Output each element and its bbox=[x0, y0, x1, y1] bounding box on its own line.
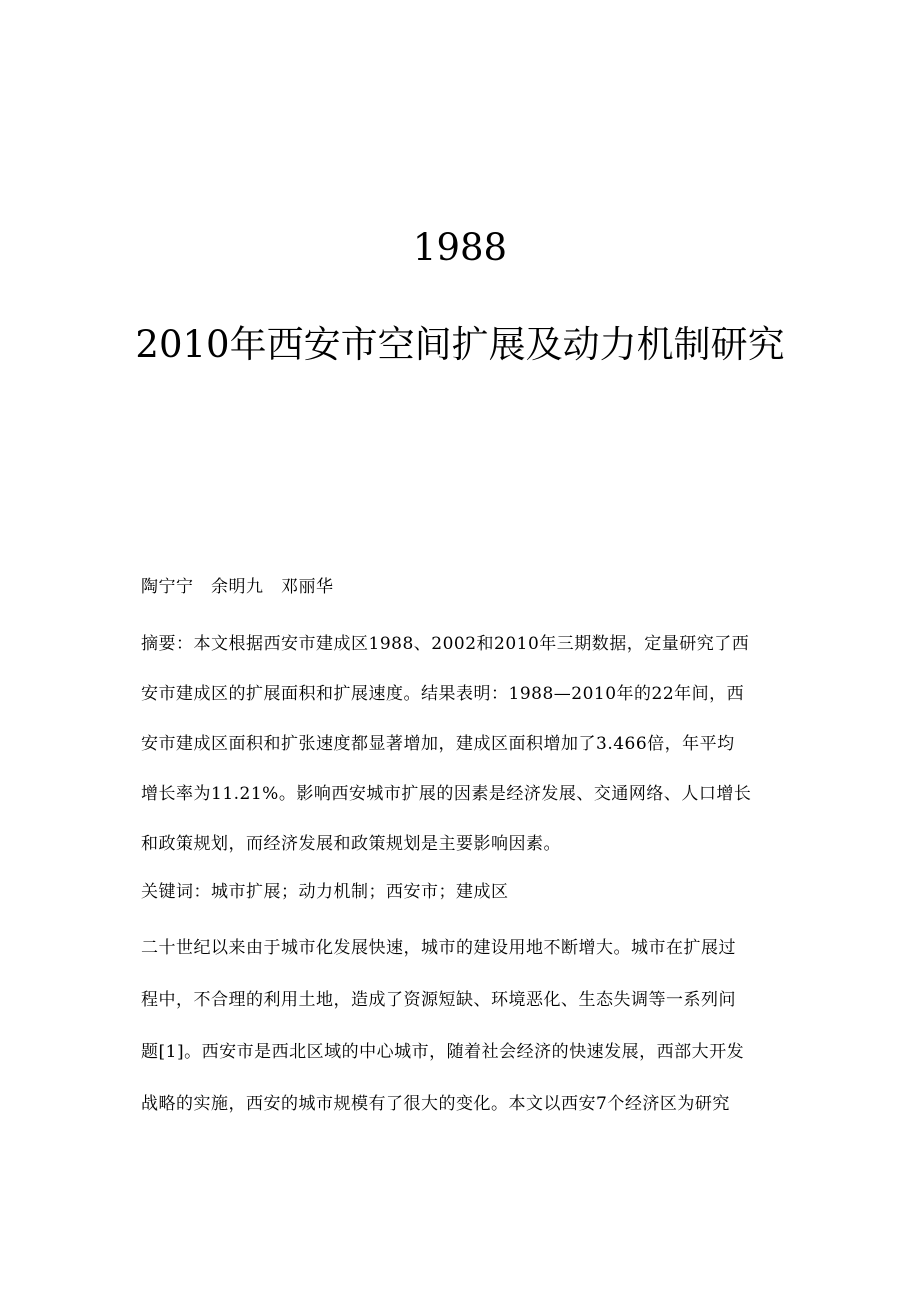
body-line: 题[1]。西安市是西北区域的中心城市，随着社会经济的快速发展，西部大开发 bbox=[141, 1042, 745, 1062]
body-line: 二十世纪以来由于城市化发展快速，城市的建设用地不断增大。城市在扩展过 bbox=[141, 938, 736, 958]
abstract-line: 增长率为11.21%。影响西安城市扩展的因素是经济发展、交通网络、人口增长 bbox=[141, 784, 752, 804]
abstract-line: 安市建成区面积和扩张速度都显著增加，建成区面积增加了3.466倍，年平均 bbox=[141, 734, 735, 754]
abstract-line: 和政策规划，而经济发展和政策规划是主要影响因素。 bbox=[141, 834, 561, 854]
body-line: 程中，不合理的利用土地，造成了资源短缺、环境恶化、生态失调等一系列问 bbox=[141, 990, 736, 1010]
keywords: 关键词：城市扩展；动力机制；西安市；建成区 bbox=[141, 882, 509, 902]
authors: 陶宁宁 余明九 邓丽华 bbox=[141, 577, 334, 597]
title-line-1: 1988 bbox=[412, 226, 508, 269]
body-paragraph bbox=[141, 935, 781, 1117]
body-line: 战略的实施，西安的城市规模有了很大的变化。本文以西安7个经济区为研究 bbox=[141, 1094, 730, 1114]
abstract-line: 摘要：本文根据西安市建成区1988、2002和2010年三期数据，定量研究了西 bbox=[141, 634, 750, 654]
abstract bbox=[141, 631, 781, 857]
title-line-2: 2010年西安市空间扩展及动力机制研究 bbox=[135, 323, 785, 366]
abstract-line: 安市建成区的扩展面积和扩展速度。结果表明：1988—2010年的22年间，西 bbox=[141, 684, 745, 704]
